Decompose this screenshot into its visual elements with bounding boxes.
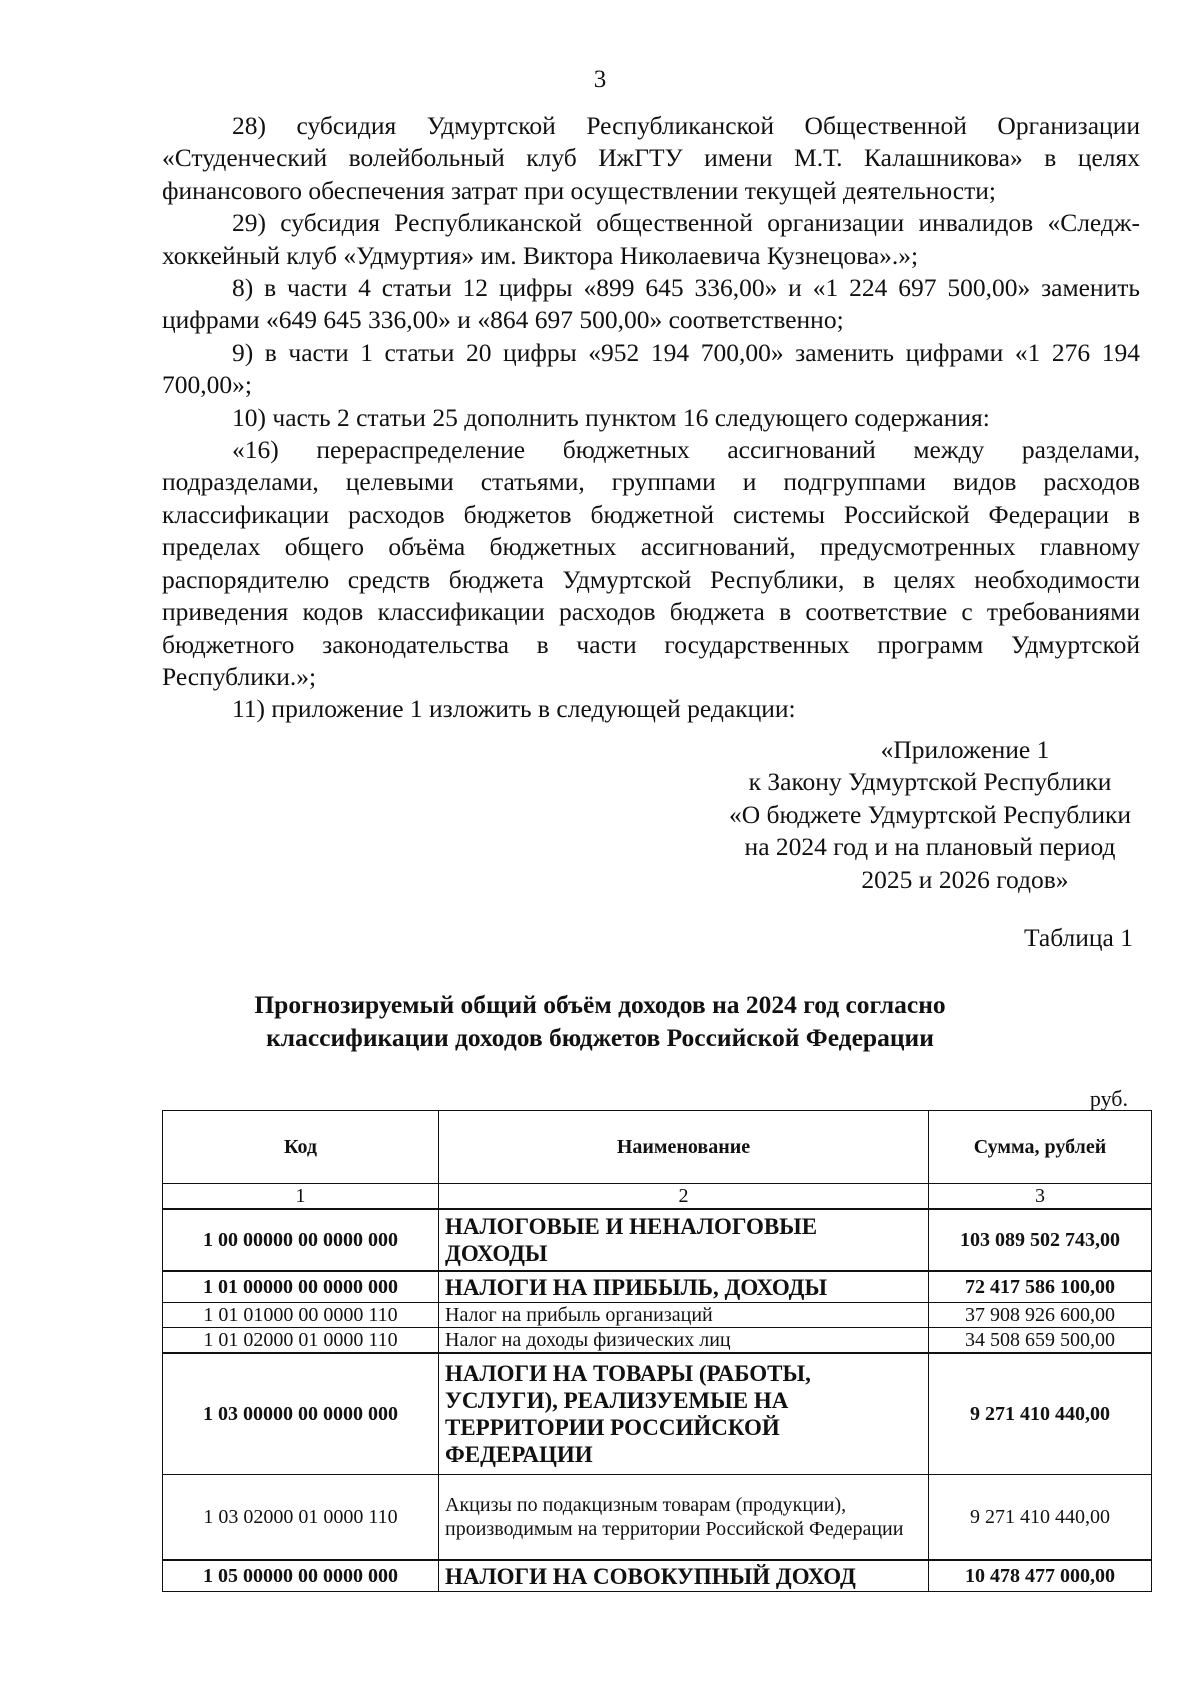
paragraph: 11) приложение 1 изложить в следующей редакции:	[232, 694, 796, 724]
title-line: Прогнозируемый общий объём доходов на 2024 год согласно	[254, 990, 946, 1019]
appendix-line: на 2024 год и на плановый период	[744, 832, 1116, 862]
appendix-line: «О бюджете Удмуртской Республики	[729, 799, 1131, 829]
column-header-name: Наименование	[439, 1111, 929, 1184]
table-row	[163, 1328, 1152, 1354]
table-row	[163, 1209, 1152, 1271]
row-amount: 9 271 410 440,00	[929, 1475, 1152, 1561]
column-number: 3	[929, 1184, 1152, 1210]
document-title	[0, 988, 1200, 1054]
row-code: 1 05 00000 00 0000 000	[163, 1560, 439, 1592]
column-number: 1	[163, 1184, 439, 1210]
row-amount: 9 271 410 440,00	[929, 1353, 1152, 1475]
appendix-line: «Приложение 1	[880, 735, 1050, 764]
row-name: Акцизы по подакцизным товарам (продукции), производимым на территории Российской Федерации	[439, 1475, 929, 1561]
paragraph: 9) в части 1 статьи 20 цифры «952 194 700,00» заменить цифрами «1 276 194 700,00»;	[162, 337, 1140, 400]
table-header-row	[163, 1111, 1152, 1184]
body-text	[162, 110, 1140, 726]
paragraph: 29) субсидия Республиканской общественной организации инвалидов «Следж-хоккейный клуб «Удмуртия» им. Виктора Николаевича Кузнецова».»;	[162, 208, 1140, 270]
appendix-line: к Закону Удмуртской Республики	[748, 767, 1112, 797]
appendix-line: 2025 и 2026 годов»	[861, 864, 1069, 894]
column-number-row	[163, 1184, 1152, 1210]
paragraph: «16) перераспределение бюджетных ассигнований между разделами, подразделами, целевыми статьями, группами и подгруппами видов расходов классификации расходов бюджетов бюджетной системы Российской Федерации в пределах общего объёма бюджетных ассигнований, предусмотренных главному распорядителю средств бюджета Удмуртской Республики, в целях необходимости приведения кодов классификации расходов бюджета в соответствие с требованиями бюджетного законодательства в части государственных программ Удмуртской Республики.»;	[162, 435, 1140, 691]
paragraph: 10) часть 2 статьи 25 дополнить пунктом 16 следующего содержания:	[232, 402, 990, 432]
row-amount: 37 908 926 600,00	[929, 1303, 1152, 1328]
income-table	[162, 1110, 1152, 1592]
appendix-heading	[660, 734, 1200, 896]
column-header-code: Код	[163, 1111, 439, 1184]
row-code: 1 01 01000 00 0000 110	[163, 1303, 439, 1328]
unit-label: руб.	[1089, 1086, 1128, 1111]
title-line: классификации доходов бюджетов Российской Федерации	[266, 1023, 934, 1052]
row-name: НАЛОГИ НА ПРИБЫЛЬ, ДОХОДЫ	[439, 1271, 929, 1303]
paragraph: 8) в части 4 статьи 12 цифры «899 645 336,00» и «1 224 697 500,00» заменить цифрами «649 645 336,00» и «864 697 500,00» соответственно;	[162, 273, 1140, 335]
row-amount: 72 417 586 100,00	[929, 1271, 1152, 1303]
row-code: 1 03 02000 01 0000 110	[163, 1475, 439, 1561]
row-name: Налог на доходы физических лиц	[439, 1328, 929, 1354]
paragraph: 28) субсидия Удмуртской Республиканской Общественной Организации «Студенческий волейбольный клуб ИжГТУ имени М.Т. Калашникова» в целях финансового обеспечения затрат при осуществлении текущей деятельности;	[162, 111, 1140, 205]
row-name: НАЛОГОВЫЕ И НЕНАЛОГОВЫЕ ДОХОДЫ	[439, 1209, 929, 1271]
row-name: Налог на прибыль организаций	[439, 1303, 929, 1328]
row-code: 1 01 02000 01 0000 110	[163, 1328, 439, 1354]
row-name: НАЛОГИ НА ТОВАРЫ (РАБОТЫ, УСЛУГИ), РЕАЛИЗУЕМЫЕ НА ТЕРРИТОРИИ РОССИЙСКОЙ ФЕДЕРАЦИИ	[439, 1353, 929, 1475]
table-row	[163, 1475, 1152, 1561]
table-row	[163, 1560, 1152, 1592]
row-amount: 103 089 502 743,00	[929, 1209, 1152, 1271]
table-label: Таблица 1	[1023, 923, 1133, 952]
row-code: 1 03 00000 00 0000 000	[163, 1353, 439, 1475]
column-number: 2	[439, 1184, 929, 1210]
table-row	[163, 1303, 1152, 1328]
page-number: 3	[593, 66, 607, 93]
table-row	[163, 1353, 1152, 1475]
row-amount: 10 478 477 000,00	[929, 1560, 1152, 1592]
column-header-amount: Сумма, рублей	[929, 1111, 1152, 1184]
row-code: 1 01 00000 00 0000 000	[163, 1271, 439, 1303]
row-name: НАЛОГИ НА СОВОКУПНЫЙ ДОХОД	[439, 1560, 929, 1592]
row-code: 1 00 00000 00 0000 000	[163, 1209, 439, 1271]
table-row	[163, 1271, 1152, 1303]
row-amount: 34 508 659 500,00	[929, 1328, 1152, 1354]
